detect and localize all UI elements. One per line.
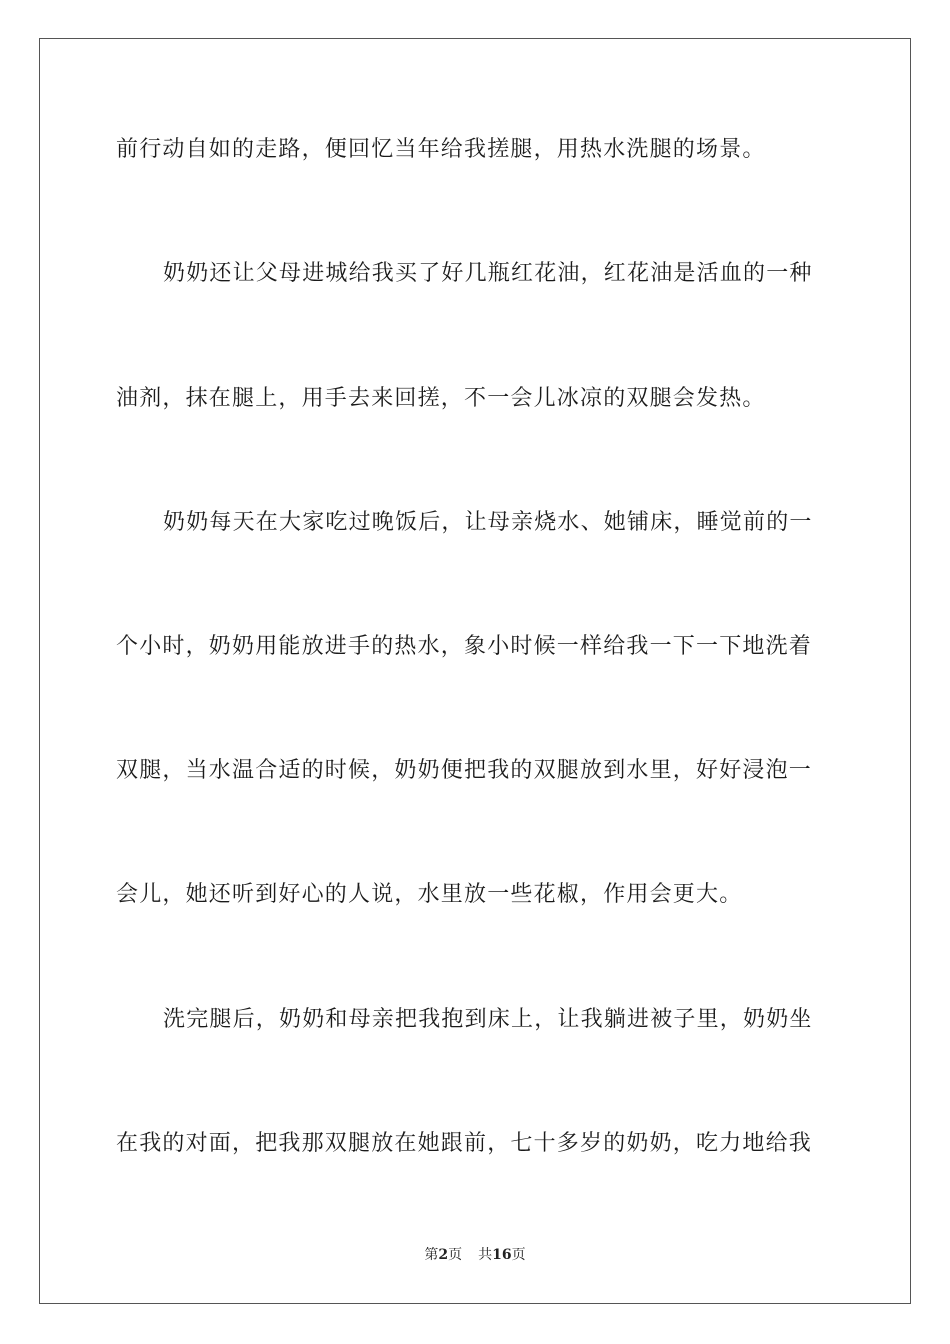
page-number: 2: [438, 1247, 449, 1263]
body-text-line: 油剂，抹在腿上，用手去来回搓，不一会儿冰凉的双腿会发热。: [116, 386, 766, 411]
page-border: [39, 38, 911, 1304]
body-text-line: 奶奶还让父母进城给我买了好几瓶红花油，红花油是活血的一种: [163, 261, 813, 286]
page-prefix: 第: [424, 1247, 439, 1263]
body-text-line: 奶奶每天在大家吃过晚饭后，让母亲烧水、她铺床，睡觉前的一: [163, 510, 813, 535]
page-footer: [0, 1245, 950, 1265]
total-suffix: 页: [511, 1247, 526, 1263]
body-text-line: 会儿，她还听到好心的人说，水里放一些花椒，作用会更大。: [116, 882, 743, 907]
total-prefix: 共: [478, 1247, 493, 1263]
body-text-line: 前行动自如的走路，便回忆当年给我搓腿，用热水洗腿的场景。: [116, 137, 766, 162]
body-text-line: 在我的对面，把我那双腿放在她跟前，七十多岁的奶奶，吃力地给我: [116, 1131, 813, 1156]
page-suffix: 页: [448, 1247, 463, 1263]
total-pages: 16: [492, 1247, 512, 1263]
body-text-line: 双腿，当水温合适的时候，奶奶便把我的双腿放到水里，好好浸泡一: [116, 758, 813, 783]
body-text-line: 个小时，奶奶用能放进手的热水，象小时候一样给我一下一下地洗着: [116, 634, 813, 659]
body-text-line: 洗完腿后，奶奶和母亲把我抱到床上，让我躺进被子里，奶奶坐: [163, 1007, 813, 1032]
